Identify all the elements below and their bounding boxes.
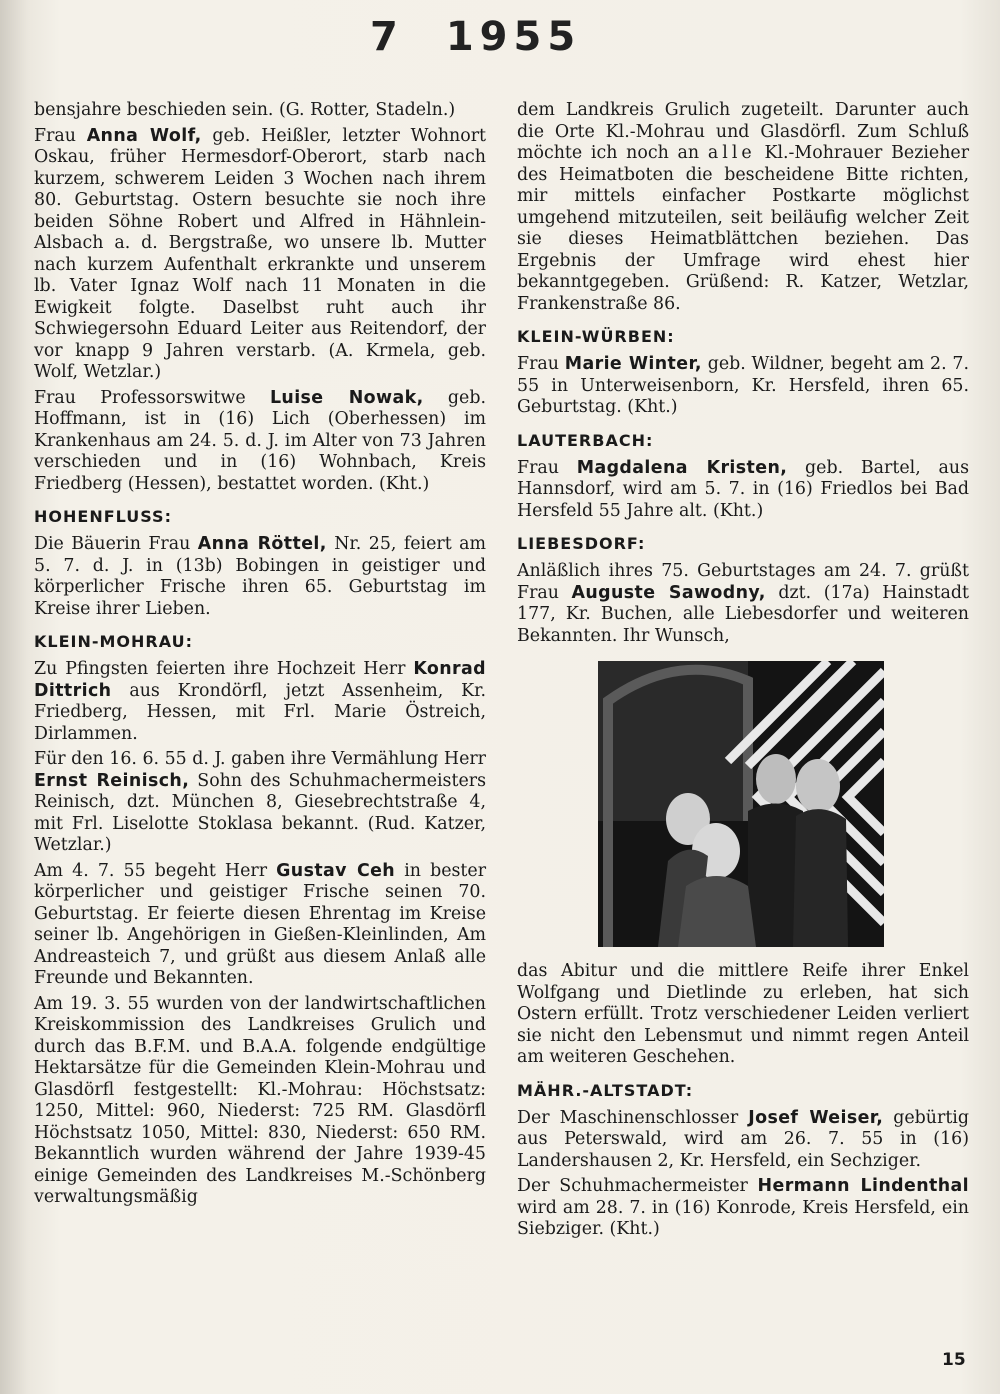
article-paragraph: Frau Professorswitwe Luise Nowak, geb. Hoffmann, ist in (16) Lich (Oberhessen) im Krankenhaus am 24. 5. d. J. im Alter von 73 Jahren verschieden und in (16) Wohnbach, Kreis Friedberg (Hessen), bestattet worden. (Kht.) <box>34 387 486 494</box>
section-heading-klein-mohrau: KLEIN-MOHRAU: <box>34 632 194 651</box>
section-heading-hohenfluss: HOHENFLUSS: <box>34 507 172 526</box>
section-heading-maehr-altstadt: MÄHR.-ALTSTADT: <box>517 1080 694 1100</box>
article-paragraph: bensjahre beschieden sein. (G. Rotter, Stadeln.) <box>34 100 456 120</box>
person-name: Josef Weiser, <box>748 1107 884 1128</box>
article-paragraph: Anläßlich ihres 75. Geburtstages am 24. 7. grüßt Frau Auguste Sawodny, dzt. (17a) Hainstadt 177, Kr. Buchen, alle Liebesdorfer und weiteren Bekannten. Ihr Wunsch, <box>517 561 970 646</box>
person-name: Konrad Dittrich <box>34 659 486 701</box>
issue-year: 1955 <box>445 14 582 60</box>
person-name: Ernst Reinisch, <box>34 770 190 791</box>
issue-number: 7 <box>370 14 404 60</box>
right-column <box>517 100 969 1245</box>
person-name: Marie Winter, <box>564 354 702 374</box>
page-number: 15 <box>942 1350 966 1370</box>
article-paragraph: Zu Pfingsten feierten ihre Hochzeit Herr Konrad Dittrich aus Krondörfl, jetzt Assenheim, Kr. Friedberg, Hessen, mit Frl. Marie Östreich, Dirlammen. <box>34 659 487 744</box>
person-name: Anna Röttel, <box>197 534 327 554</box>
article-paragraph: Der Schuhmachermeister Hermann Lindenthal wird am 28. 7. in (16) Konrode, Kreis Hersfeld, ein Siebziger. (Kht.) <box>517 1176 969 1239</box>
person-name: Luise Nowak, <box>269 387 424 408</box>
left-column <box>34 100 486 1213</box>
article-paragraph: Am 4. 7. 55 begeht Herr Gustav Ceh in bester körperlicher und geistiger Frische seinen 70. Geburtstag. Er feierte diesen Ehrentag im Kreise seiner lb. Angehörigen in Gießen-Kleinlinden, Am Andreasteich 7, und grüßt aus diesem Anlaß alle Freunde und Bekannten. <box>34 860 487 988</box>
article-paragraph: Frau Marie Winter, geb. Wildner, begeht am 2. 7. 55 in Unterweisenborn, Kr. Hersfeld, ihren 65. Geburtstag. (Kht.) <box>517 354 970 417</box>
article-paragraph: Für den 16. 6. 55 d. J. gaben ihre Vermählung Herr Ernst Reinisch, Sohn des Schuhmachermeisters Reinisch, dzt. München 8, Giesebrechtstraße 4, mit Frl. Liselotte Stoklasa bekannt. (Rud. Katzer, Wetzlar.) <box>34 749 486 855</box>
article-paragraph: Frau Magdalena Kristen, geb. Bartel, aus Hannsdorf, wird am 5. 7. in (16) Friedlos bei Bad Hersfeld 55 Jahre alt. (Kht.) <box>517 457 969 521</box>
photo-illustration <box>598 661 884 947</box>
article-paragraph: Die Bäuerin Frau Anna Röttel, Nr. 25, feiert am 5. 7. d. J. in (13b) Bobingen in geistiger und körperlicher Frische ihren 65. Geburtstag im Kreise ihrer Lieben. <box>34 534 486 619</box>
article-paragraph: Der Maschinenschlosser Josef Weiser, gebürtig aus Peterswald, wird am 26. 7. 55 in (16) Landershausen 2, Kr. Hersfeld, ein Sechziger. <box>517 1107 970 1171</box>
family-photo <box>598 661 884 947</box>
section-heading-liebesdorf: LIEBESDORF: <box>517 534 646 553</box>
article-paragraph: das Abitur und die mittlere Reife ihrer Enkel Wolfgang und Dietlinde zu erleben, hat sich Ostern erfüllt. Trotz verschiedener Leiden verliert sie nicht den Lebensmut und nimmt regen Anteil am weiteren Geschehen. <box>517 961 969 1067</box>
person-name: Gustav Ceh <box>276 860 396 881</box>
article-paragraph: dem Landkreis Grulich zugeteilt. Darunter auch die Orte Kl.-Mohrau und Glasdörfl. Zum Schluß möchte ich noch an alle Kl.-Mohrauer Bezieher des Heimatboten die bescheidene Bitte richten, mir mittels einfacher Postkarte möglichst umgehend mitzuteilen, seit beiläufig welcher Zeit sie dieses Heimatblättchen beziehen. Das Ergebnis der Umfrage wird ehest hier bekanntgegeben. Grüßend: R. Katzer, Wetzlar, Frankenstraße 86. <box>517 100 970 314</box>
section-heading-lauterbach: LAUTERBACH: <box>517 430 654 450</box>
person-name: Anna Wolf, <box>86 125 202 146</box>
article-paragraph: Am 19. 3. 55 wurden von der landwirtschaftlichen Kreiskommission des Landkreises Grulich und durch das B.F.M. und B.A.A. folgende endgültige Hektarsätze für die Gemeinden Klein-Mohrau und Glasdörfl festgestellt: Kl.-Mohrau: Höchstsatz: 1250, Mittel: 960, Niederst: 725 RM. Glasdörfl Höchstsatz 1050, Mittel: 830, Niederst: 650 RM. Bekanntlich wurden während der Jahre 1939-45 einige Gemeinden des Landkreises M.-Schönberg verwaltungsmäßig <box>34 993 486 1207</box>
person-name: Magdalena Kristen, <box>576 457 788 478</box>
section-heading-klein-wuerben: KLEIN-WÜRBEN: <box>517 327 675 346</box>
person-name: Hermann Lindenthal <box>757 1176 969 1196</box>
issue-header <box>370 14 581 60</box>
person-name: Auguste Sawodny, <box>571 582 766 603</box>
article-paragraph: Frau Anna Wolf, geb. Heißler, letzter Wohnort Oskau, früher Hermesdorf-Oberort, starb nach kurzem, schwerem Leiden 3 Wochen nach ihrem 80. Geburtstag. Ostern besuchte sie noch ihre beiden Söhne Robert und Alfred in Hähnlein-Alsbach a. d. Bergstraße, wo unsere lb. Mutter nach kurzem Aufenthalt erkrankte und unserem lb. Vater Ignaz Wolf nach 11 Monaten in die Ewigkeit folgte. Daselbst ruht auch ihr Schwiegersohn Eduard Leiter aus Reitendorf, der vor knapp 9 Jahren verstarb. (A. Krmela, geb. Wolf, Wetzlar.) <box>34 125 487 382</box>
